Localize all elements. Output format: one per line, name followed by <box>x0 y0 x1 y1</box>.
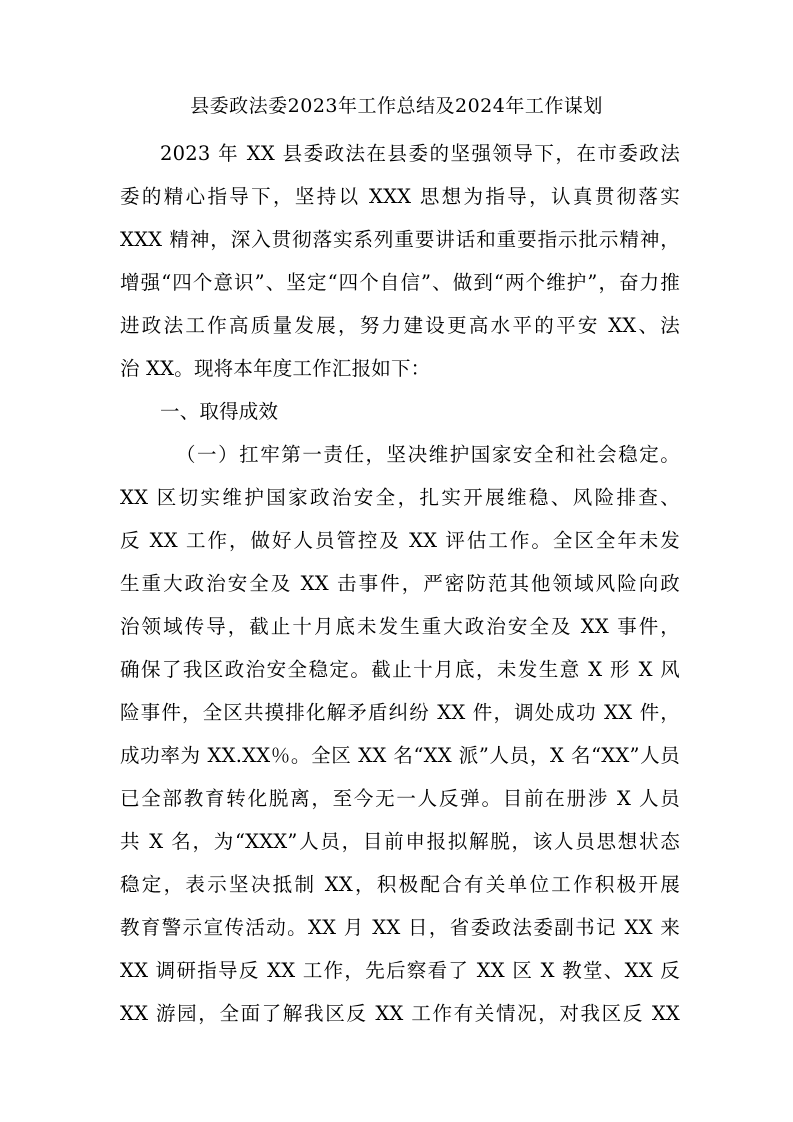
body-line-11: 教育警示宣传活动。XX 月 XX 日，省委政法委副书记 XX 来 <box>120 916 680 939</box>
intro-line-4: 增强“四个意识”、坚定“四个自信”、做到“两个维护”，奋力推 <box>120 271 680 294</box>
section-heading: 一、取得成效 <box>160 400 279 423</box>
subsection-heading: （一）扛牢第一责任，坚决维护国家安全和社会稳定。 <box>176 443 680 466</box>
body-line-9: 共 X 名，为“XXX”人员，目前申报拟解脱，该人员思想状态 <box>120 830 680 853</box>
body-line-3: 生重大政治安全及 XX 击事件，严密防范其他领域风险向政 <box>120 572 680 595</box>
body-line-6: 险事件，全区共摸排化解矛盾纠纷 XX 件，调处成功 XX 件， <box>120 701 680 724</box>
intro-line-2: 委的精心指导下，坚持以 XXX 思想为指导，认真贯彻落实 <box>120 185 680 208</box>
body-line-4: 治领域传导，截止十月底未发生重大政治安全及 XX 事件， <box>120 615 680 638</box>
body-line-10: 稳定，表示坚决抵制 XX，积极配合有关单位工作积极开展 <box>120 873 680 896</box>
intro-line-1: 2023 年 XX 县委政法在县委的坚强领导下，在市委政法 <box>160 142 680 165</box>
intro-line-6: 治 XX。现将本年度工作汇报如下： <box>120 357 431 380</box>
body-line-12: XX 调研指导反 XX 工作，先后察看了 XX 区 X 教堂、XX 反 <box>120 959 680 982</box>
body-line-5: 确保了我区政治安全稳定。截止十月底，未发生意 X 形 X 风 <box>120 658 680 681</box>
body-line-13: XX 游园，全面了解我区反 XX 工作有关情况，对我区反 XX <box>120 1002 680 1025</box>
body-line-1: XX 区切实维护国家政治安全，扎实开展维稳、风险排查、 <box>120 486 680 509</box>
intro-line-5: 进政法工作高质量发展，努力建设更高水平的平安 XX、法 <box>120 314 680 337</box>
body-line-8: 已全部教育转化脱离，至今无一人反弹。目前在册涉 X 人员 <box>120 787 680 810</box>
intro-line-3: XXX 精神，深入贯彻落实系列重要讲话和重要指示批示精神， <box>120 228 680 251</box>
body-line-7: 成功率为 XX.XX％。全区 XX 名“XX 派”人员，X 名“XX”人员 <box>120 744 680 767</box>
document-title: 县委政法委2023年工作总结及2024年工作谋划 <box>190 95 603 117</box>
body-line-2: 反 XX 工作，做好人员管控及 XX 评估工作。全区全年未发 <box>120 529 680 552</box>
